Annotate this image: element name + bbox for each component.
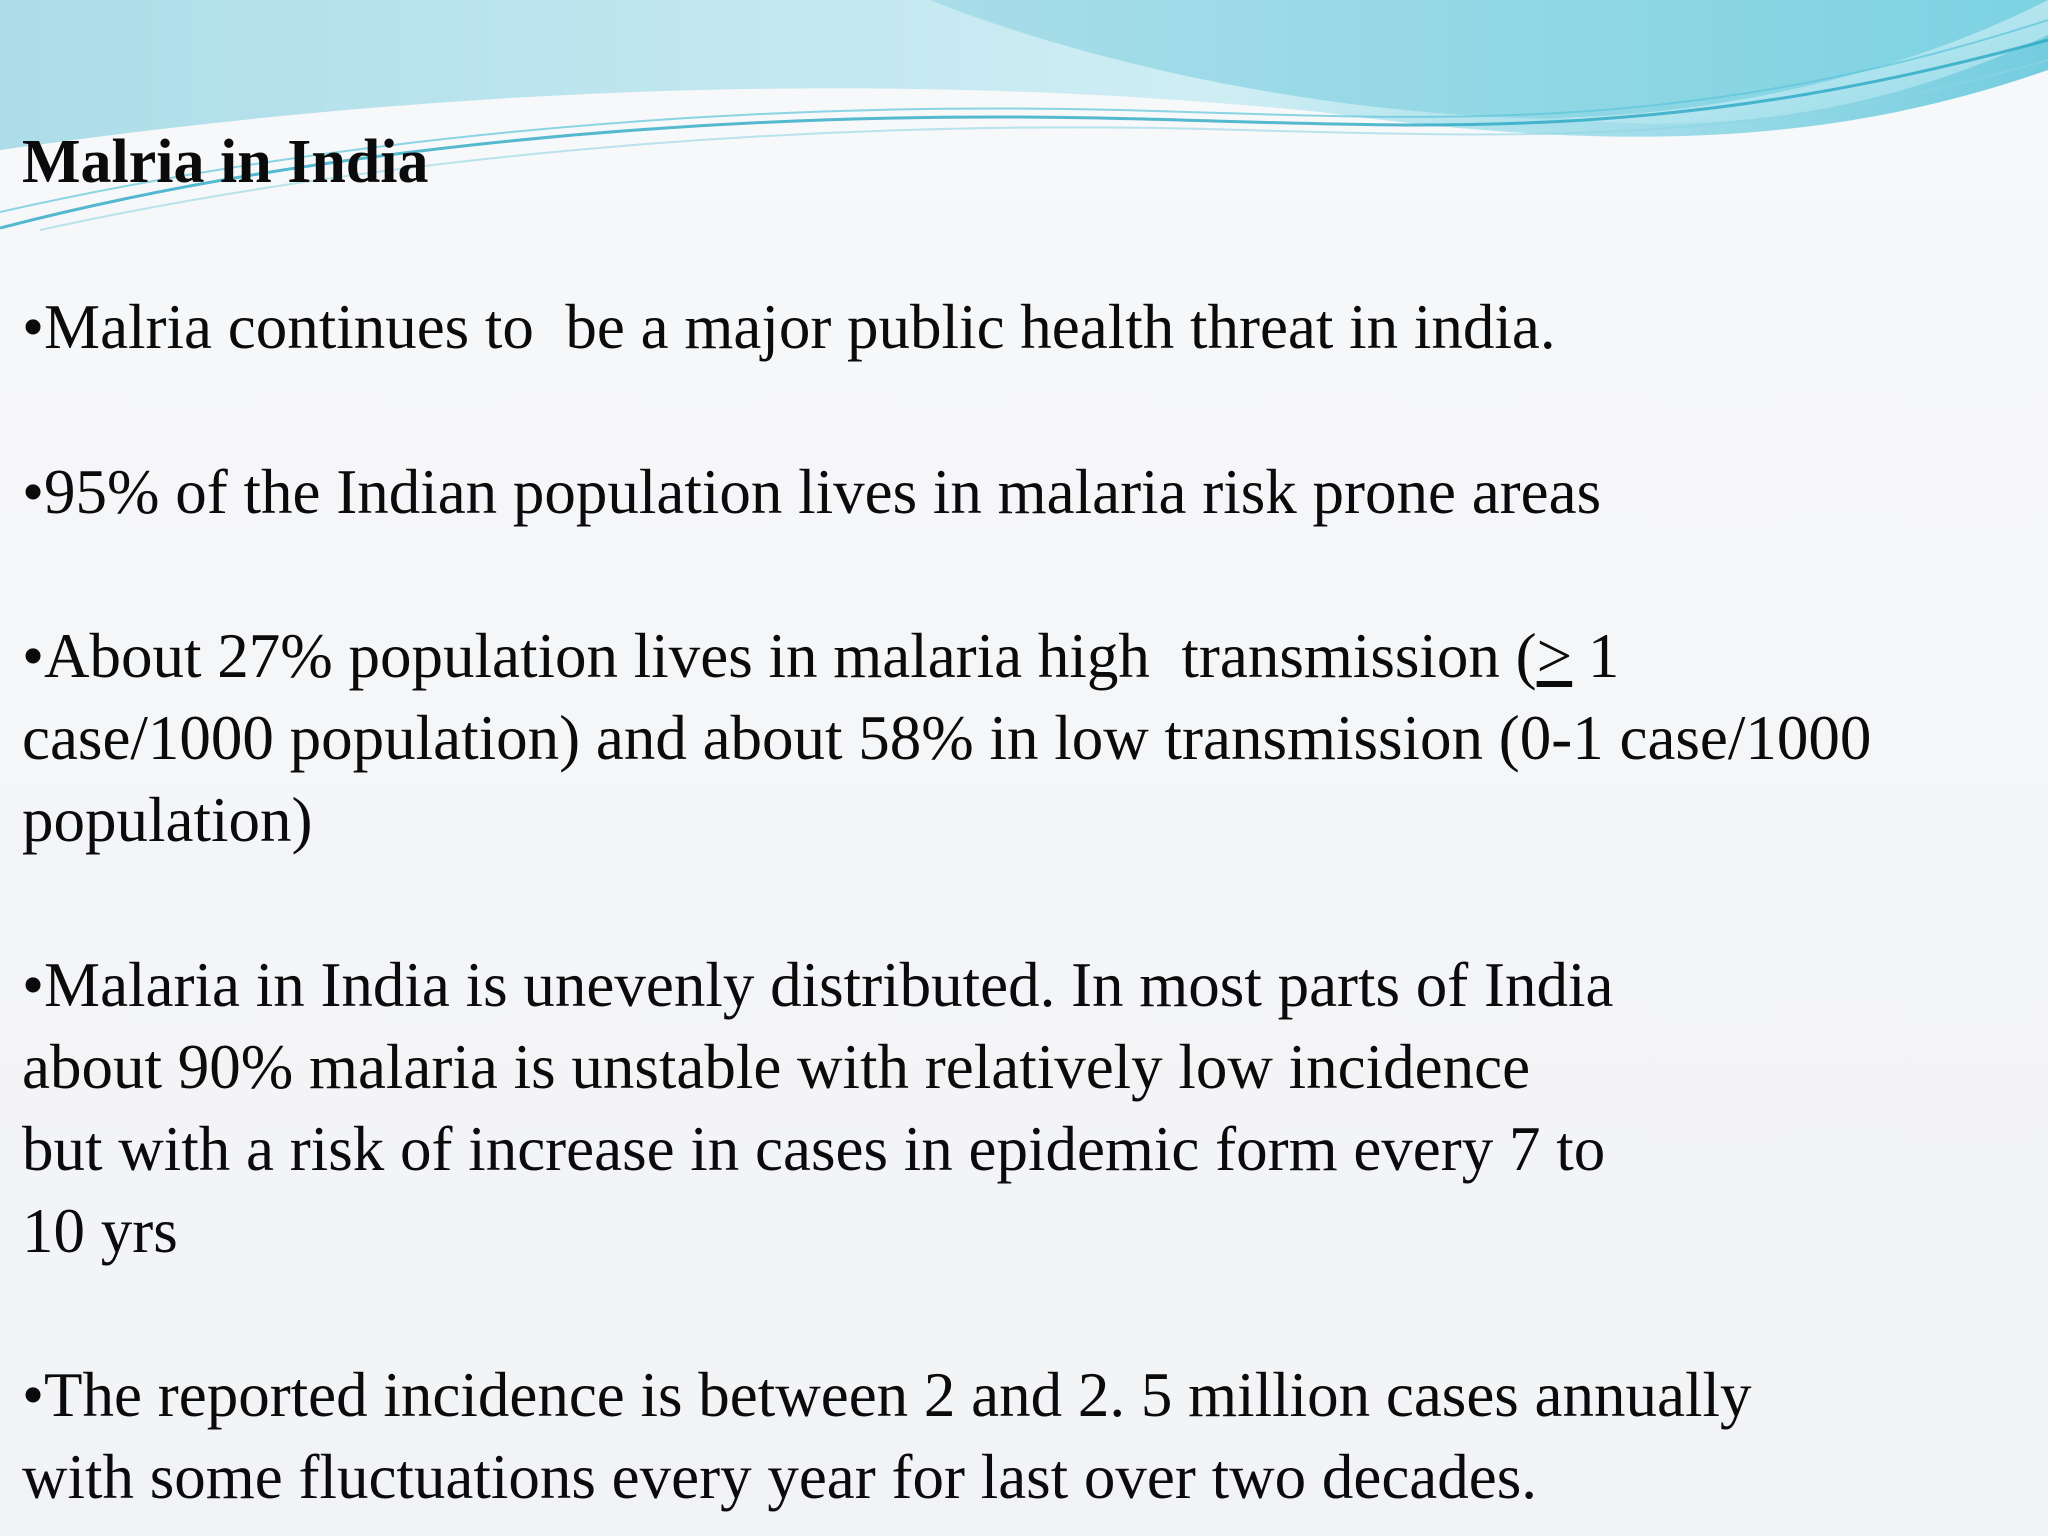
- bullet-transmission: [22, 615, 1871, 861]
- slide-title: Malria in India: [22, 128, 429, 196]
- bullet-population-risk: [22, 451, 1601, 533]
- bullet-3-line-1-text: •About 27% population lives in malaria high transmission (: [22, 621, 1537, 691]
- bullet-4-line-1: •Malaria in India is unevenly distributed. In most parts of India: [22, 950, 1614, 1020]
- bullet-uneven-distribution: [22, 944, 1613, 1272]
- bullet-public-health-threat: [22, 286, 1556, 368]
- bullet-5-line-2: with some fluctuations every year for last over two decades.: [22, 1442, 1537, 1512]
- greater-equal-symbol: >: [1536, 621, 1573, 691]
- bullet-4-line-2: about 90% malaria is unstable with relatively low incidence: [22, 1032, 1531, 1102]
- bullet-reported-incidence: [22, 1354, 1752, 1518]
- bullet-5-line-1: •The reported incidence is between 2 and 2. 5 million cases annually: [22, 1360, 1752, 1430]
- bullet-4-line-3: but with a risk of increase in cases in epidemic form every 7 to: [22, 1114, 1606, 1184]
- bullet-2-line-1: •95% of the Indian population lives in malaria risk prone areas: [22, 457, 1602, 527]
- bullet-1-line-1: •Malria continues to be a major public health threat in india.: [22, 292, 1556, 362]
- bullet-3-line-2: case/1000 population) and about 58% in low transmission (0-1 case/1000: [22, 703, 1872, 773]
- bullet-4-line-4: 10 yrs: [22, 1196, 178, 1266]
- bullet-3-line-1-end: 1: [1572, 621, 1620, 691]
- bullet-3-line-3: population): [22, 785, 313, 855]
